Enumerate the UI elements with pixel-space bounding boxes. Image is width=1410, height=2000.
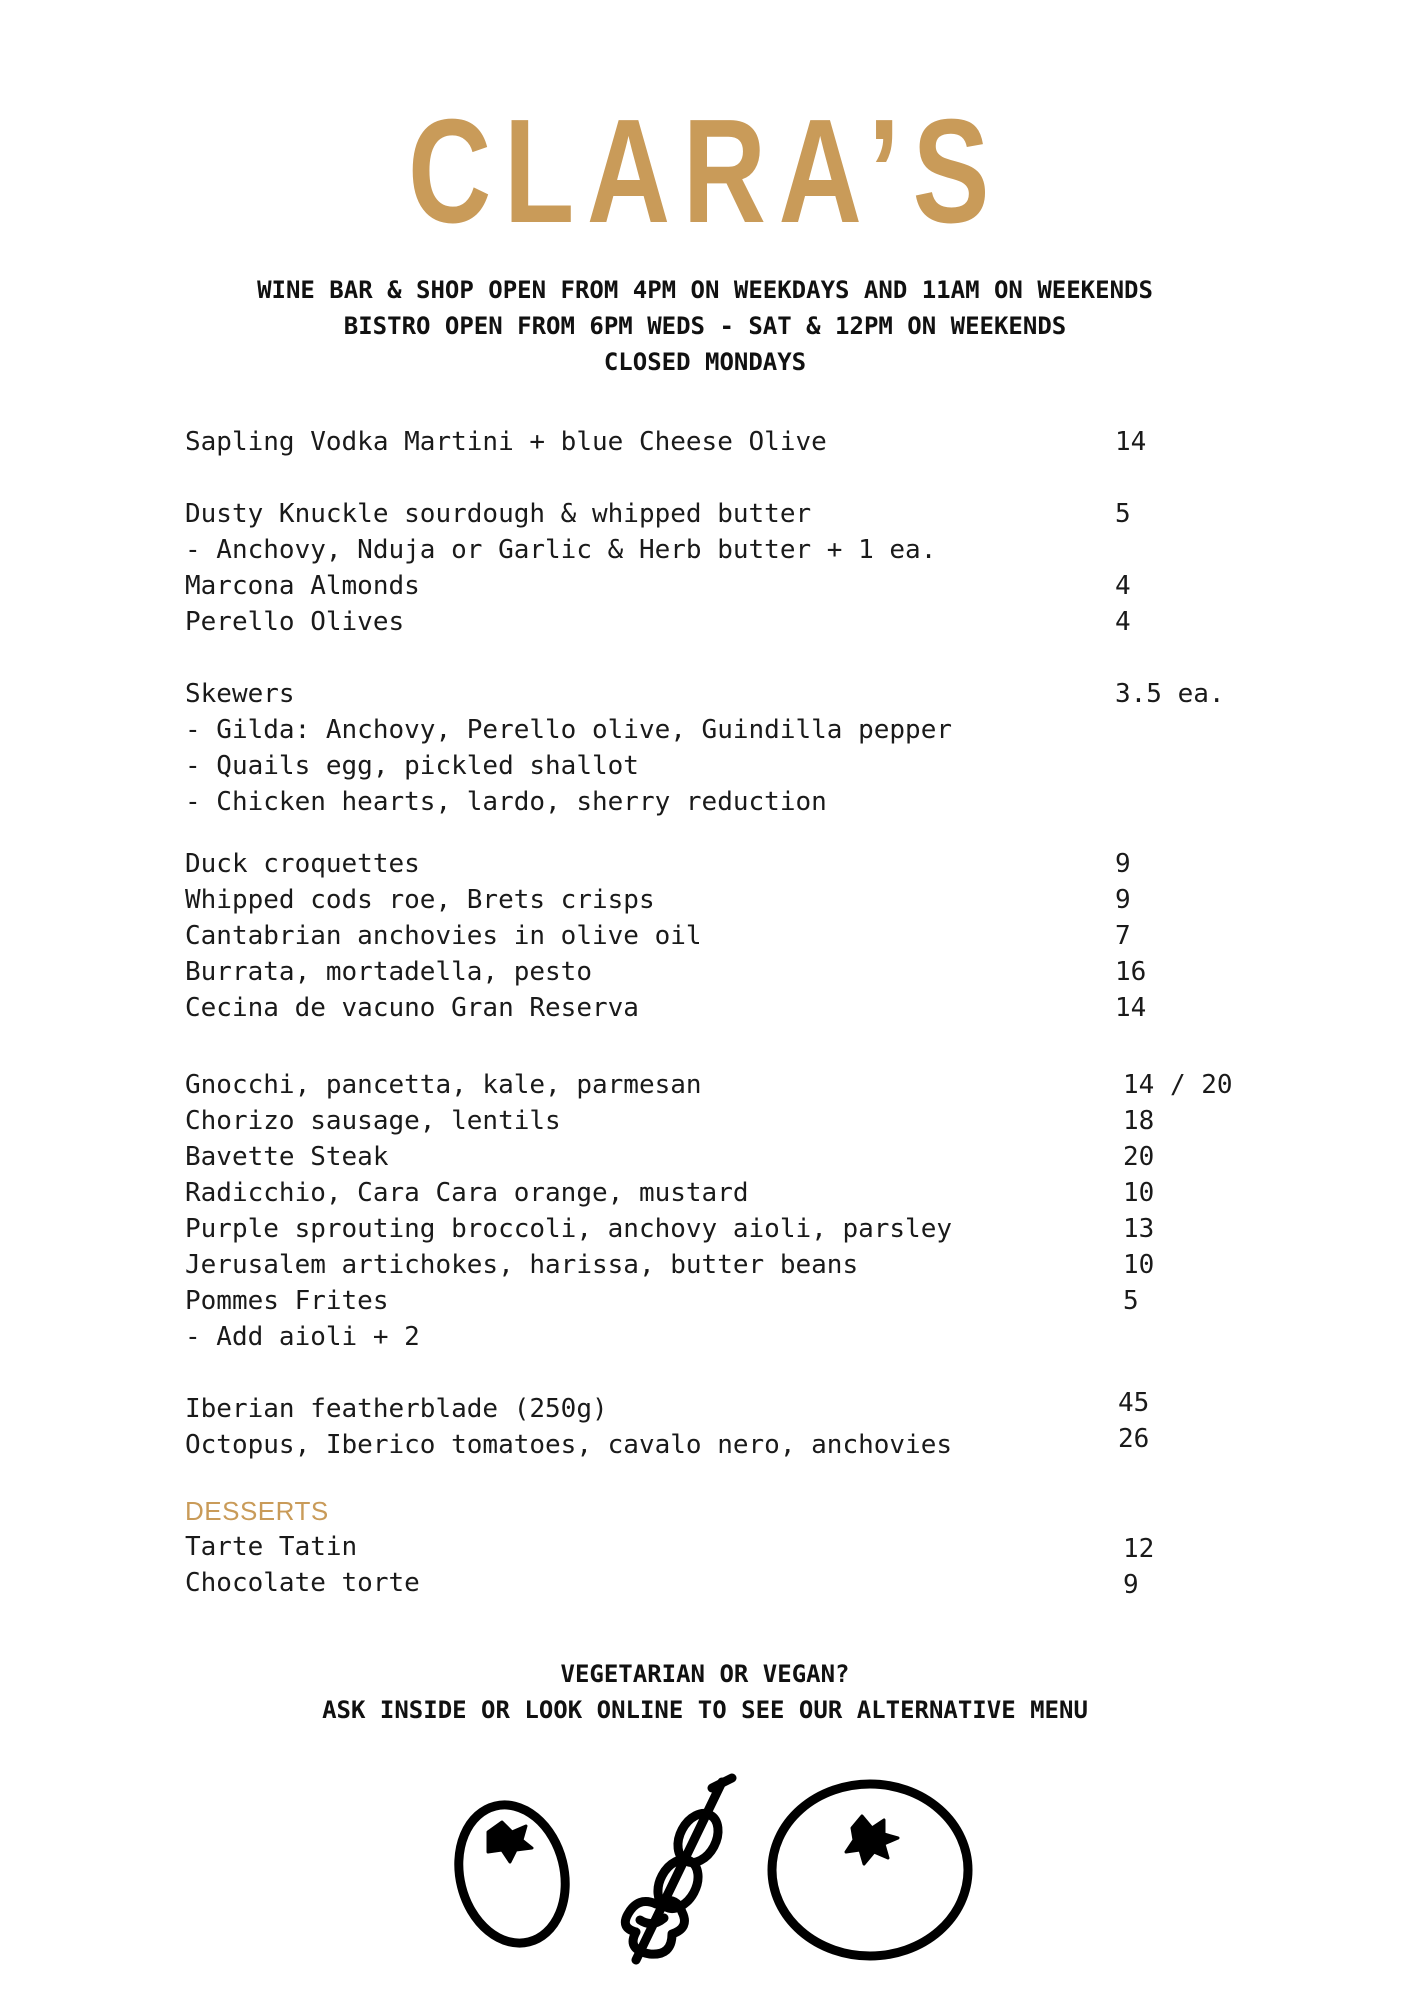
menu-item-price: 10	[1123, 1178, 1155, 1208]
menu-item-name: Sapling Vodka Martini + blue Cheese Olive	[185, 427, 827, 457]
dietary-note-info: ASK INSIDE OR LOOK ONLINE TO SEE OUR ALTERNATIVE MENU	[322, 1696, 1088, 1724]
menu-item-price: 3.5 ea.	[1115, 679, 1225, 709]
menu-item	[185, 1211, 1285, 1247]
menu-item-price: 9	[1123, 1570, 1139, 1600]
desserts-heading: DESSERTS	[185, 1496, 329, 1526]
opening-hours	[0, 272, 1410, 380]
menu-item	[185, 846, 1285, 882]
menu-item-price: 26	[1118, 1424, 1150, 1454]
menu-item-price: 14	[1115, 993, 1147, 1023]
menu-item-price: 12	[1123, 1534, 1155, 1564]
menu-item-price: 20	[1123, 1142, 1155, 1172]
menu-item-option	[185, 748, 1285, 784]
menu-item	[185, 990, 1285, 1026]
menu-item-name: Jerusalem artichokes, harissa, butter beans	[185, 1250, 859, 1280]
menu-item-price: 13	[1123, 1214, 1155, 1244]
food-doodles	[440, 1770, 980, 1970]
menu-item	[185, 1529, 1285, 1565]
menu-item	[185, 1247, 1285, 1283]
tomato-icon	[772, 1784, 968, 1956]
menu-list	[185, 424, 1285, 1601]
menu-item-price: 16	[1115, 957, 1147, 987]
menu-item-option	[185, 712, 1285, 748]
menu-item-name: Chocolate torte	[185, 1568, 420, 1598]
menu-item-price: 14	[1115, 427, 1147, 457]
menu-item-name: - Gilda: Anchovy, Perello olive, Guindilla pepper	[185, 715, 953, 745]
menu-item	[185, 604, 1285, 640]
menu-item-name: Skewers	[185, 679, 295, 709]
menu-item	[185, 954, 1285, 990]
menu-item	[185, 1139, 1285, 1175]
restaurant-name: CLARA’S	[407, 89, 1003, 254]
menu-item	[185, 568, 1285, 604]
menu-item-name: Cecina de vacuno Gran Reserva	[185, 993, 639, 1023]
dietary-note-question: VEGETARIAN OR VEGAN?	[560, 1660, 850, 1688]
skewer-icon	[625, 1778, 732, 1960]
menu-item-name: Marcona Almonds	[185, 571, 420, 601]
menu-item	[185, 676, 1285, 712]
menu-item-name: Pommes Frites	[185, 1286, 389, 1316]
menu-item-price: 10	[1123, 1250, 1155, 1280]
hours-line-wine-bar: WINE BAR & SHOP OPEN FROM 4PM ON WEEKDAYS AND 11AM ON WEEKENDS	[257, 276, 1153, 304]
menu-item-price: 9	[1115, 885, 1131, 915]
menu-item	[185, 1067, 1285, 1103]
menu-item	[185, 882, 1285, 918]
menu-item-name: Gnocchi, pancetta, kale, parmesan	[185, 1070, 702, 1100]
menu-item	[185, 918, 1285, 954]
menu-item-name: Tarte Tatin	[185, 1532, 358, 1562]
menu-item-price: 18	[1123, 1106, 1155, 1136]
olive-icon	[445, 1793, 580, 1954]
menu-item	[185, 496, 1285, 532]
menu-item-price: 14 / 20	[1123, 1070, 1233, 1100]
menu-item-name: Perello Olives	[185, 607, 405, 637]
menu-item-price: 9	[1115, 849, 1131, 879]
menu-item-name: - Quails egg, pickled shallot	[185, 751, 639, 781]
menu-item	[185, 1283, 1285, 1319]
menu-item	[185, 1565, 1285, 1601]
menu-item	[185, 1103, 1285, 1139]
hours-line-closed: CLOSED MONDAYS	[603, 348, 807, 376]
menu-item-name: - Add aioli + 2	[185, 1322, 420, 1352]
hours-line-bistro: BISTRO OPEN FROM 6PM WEDS - SAT & 12PM ON WEEKENDS	[343, 312, 1067, 340]
menu-item-price: 5	[1115, 499, 1131, 529]
menu-item-name: - Anchovy, Nduja or Garlic & Herb butter + 1 ea.	[185, 535, 937, 565]
menu-item-name: Dusty Knuckle sourdough & whipped butter	[185, 499, 812, 529]
dietary-note	[0, 1656, 1410, 1728]
menu-item-option	[185, 1319, 1285, 1355]
menu-item-price: 7	[1115, 921, 1131, 951]
menu-item-price: 5	[1123, 1286, 1139, 1316]
menu-item-name: Octopus, Iberico tomatoes, cavalo nero, anchovies	[185, 1430, 953, 1460]
menu-item-name: Duck croquettes	[185, 849, 420, 879]
menu-item-name: Burrata, mortadella, pesto	[185, 957, 592, 987]
menu-item	[185, 424, 1285, 460]
menu-item-price: 4	[1115, 607, 1131, 637]
menu-item-price: 45	[1118, 1388, 1150, 1418]
menu-item-option	[185, 532, 1285, 568]
menu-item	[185, 1424, 1285, 1463]
menu-item-price: 4	[1115, 571, 1131, 601]
menu-item-name: Bavette Steak	[185, 1142, 389, 1172]
menu-item-name: Radicchio, Cara Cara orange, mustard	[185, 1178, 749, 1208]
menu-item-name: Cantabrian anchovies in olive oil	[185, 921, 702, 951]
menu-item-name: Whipped cods roe, Brets crisps	[185, 885, 655, 915]
menu-item-name: Iberian featherblade (250g)	[185, 1394, 608, 1424]
menu-item-option	[185, 784, 1285, 820]
menu-item-name: Chorizo sausage, lentils	[185, 1106, 561, 1136]
menu-item-name: - Chicken hearts, lardo, sherry reduction	[185, 787, 827, 817]
menu-item-name: Purple sprouting broccoli, anchovy aioli, parsley	[185, 1214, 953, 1244]
menu-item	[185, 1175, 1285, 1211]
